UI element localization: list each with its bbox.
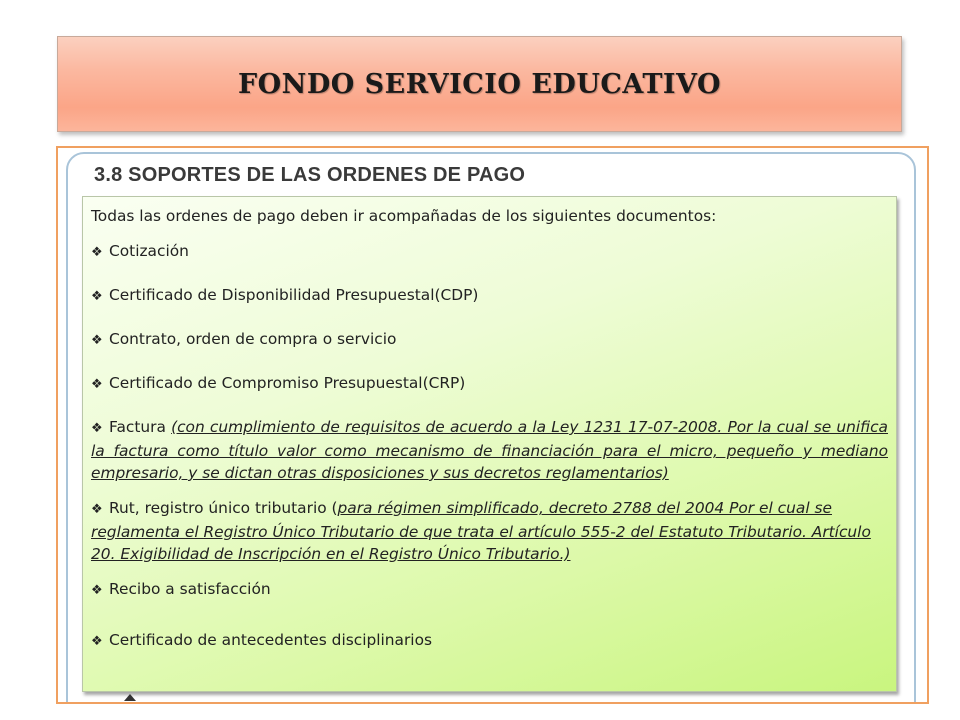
list-item-recibo <box>91 578 888 602</box>
item-label: Contrato, orden de compra o servicio <box>109 330 397 348</box>
item-label: Cotización <box>109 242 189 260</box>
item-label: Certificado de Disponibilidad Presupuestal(CDP) <box>109 286 479 304</box>
diamond-bullet-icon: ❖ <box>91 289 103 304</box>
section-heading: 3.8 SOPORTES DE LAS ORDENES DE PAGO <box>94 164 526 186</box>
item-label: Certificado de antecedentes disciplinarios <box>109 631 433 649</box>
list-item-antecedentes <box>91 629 888 653</box>
item-label: Rut, registro único tributario ( <box>109 499 338 517</box>
page-title: FONDO SERVICIO EDUCATIVO <box>237 68 722 100</box>
diamond-bullet-icon: ❖ <box>91 245 103 260</box>
diamond-bullet-icon: ❖ <box>91 634 103 649</box>
diamond-bullet-icon: ❖ <box>91 421 103 436</box>
list-item-cdp <box>91 284 888 308</box>
factura-legal-reference: (con cumplimiento de requisitos de acuerdo a la Ley 1231 17-07-2008. Por la cual se unifica la factura como título valor como mecanismo de financiación para el micro, pequeño y mediano empresario, y se dictan otras disposiciones y sus decretos reglamentarios) <box>91 418 888 482</box>
list-item-factura <box>91 416 888 484</box>
list-item-cotizacion <box>91 240 888 264</box>
list-item-crp <box>91 372 888 396</box>
up-arrow-icon <box>124 694 136 701</box>
slide-panel <box>66 152 916 704</box>
diamond-bullet-icon: ❖ <box>91 583 103 598</box>
intro-text: Todas las ordenes de pago deben ir acompañadas de los siguientes documentos: <box>91 207 717 225</box>
rut-legal-reference: para régimen simplificado, decreto 2788 del 2004 Por el cual se reglamenta el Registro Único Tributario de que trata el artículo 555-2 del Estatuto Tributario. Artículo 20. Exigibilidad de Inscripción en el Registro Único Tributario.) <box>91 499 871 563</box>
list-item-rut <box>91 497 888 565</box>
item-label: Recibo a satisfacción <box>109 580 271 598</box>
item-label: Factura <box>109 418 172 436</box>
item-label: Certificado de Compromiso Presupuestal(CRP) <box>109 374 466 392</box>
list-item-contrato <box>91 328 888 352</box>
title-banner <box>57 36 902 132</box>
diamond-bullet-icon: ❖ <box>91 333 103 348</box>
requirements-box <box>82 196 897 692</box>
diamond-bullet-icon: ❖ <box>91 502 103 517</box>
document-screenshot-frame <box>56 146 929 704</box>
diamond-bullet-icon: ❖ <box>91 377 103 392</box>
